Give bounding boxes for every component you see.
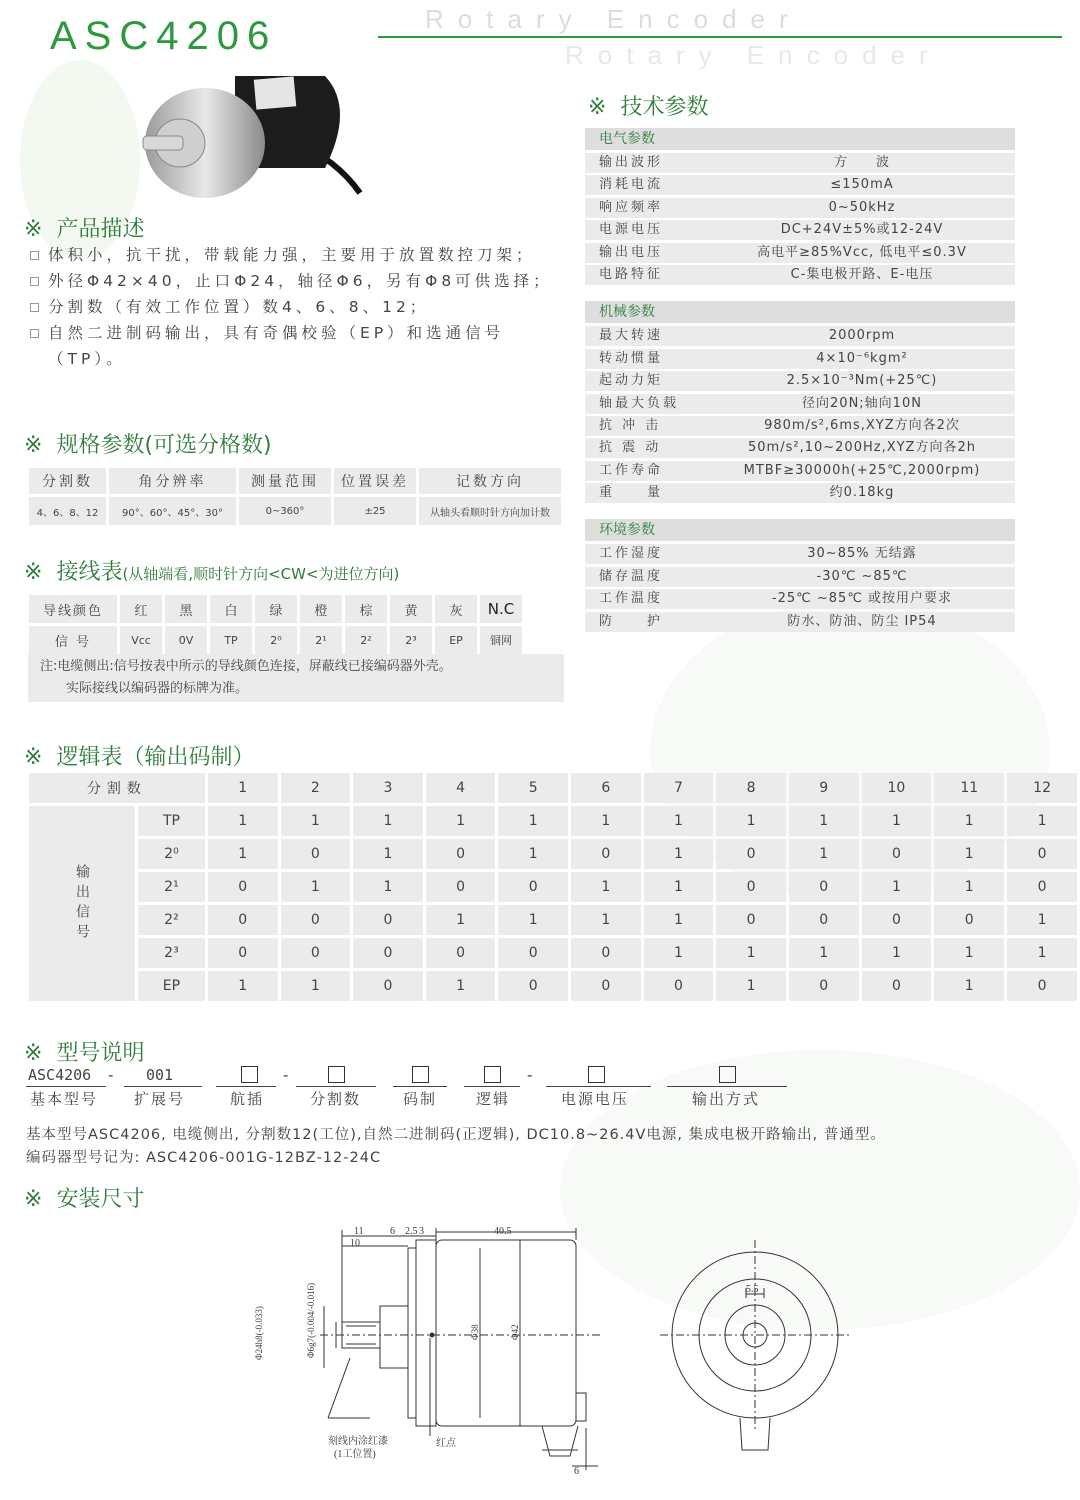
spec-header: 角分辨率 xyxy=(109,468,236,494)
logic-cell: 1 xyxy=(1007,905,1077,935)
logic-cell: 0 xyxy=(716,905,786,935)
logic-cell: 0 xyxy=(571,839,641,869)
dim-label-vertical: Φ24h8(-0.033) xyxy=(254,1306,264,1360)
param-row xyxy=(585,220,1015,240)
logic-cell: 0 xyxy=(353,905,423,935)
spec-header: 位置误差 xyxy=(334,468,416,494)
param-value: 980m/s²,6ms,XYZ方向各2次 xyxy=(764,417,960,433)
model-label: 电源电压 xyxy=(561,1090,630,1108)
section-tech-heading: ※ 技术参数 xyxy=(588,95,709,120)
param-row xyxy=(585,394,1015,414)
wire-signal: 2² xyxy=(345,626,387,654)
model-label: 基本型号 xyxy=(30,1090,99,1108)
shaft-shape xyxy=(143,136,183,150)
code-box xyxy=(719,1066,736,1083)
param-value: -30℃ ~85℃ xyxy=(816,568,908,584)
wiring-table xyxy=(26,592,525,657)
dim-label: 5.5 xyxy=(746,1284,759,1295)
param-key: 抗 冲 击 xyxy=(599,417,662,433)
param-key: 工作寿命 xyxy=(599,462,664,478)
logic-column-header: 7 xyxy=(644,773,714,803)
param-key: 转动惯量 xyxy=(599,350,664,366)
param-key: 最大转速 xyxy=(599,328,664,344)
param-group-title: 电气参数 xyxy=(585,128,1015,150)
wire-color: 黄 xyxy=(390,595,432,623)
logic-cell: 0 xyxy=(862,905,932,935)
model-label: 输出方式 xyxy=(692,1090,761,1108)
wire-color: 棕 xyxy=(345,595,387,623)
logic-cell: 1 xyxy=(934,971,1004,1001)
param-key: 电源电压 xyxy=(599,222,664,238)
logic-cell: 0 xyxy=(571,971,641,1001)
model-underline xyxy=(124,1086,202,1087)
logic-column-header: 1 xyxy=(208,773,278,803)
electrical-params xyxy=(585,153,1015,285)
param-row xyxy=(585,153,1015,173)
tech-params xyxy=(585,128,1015,634)
param-row xyxy=(585,438,1015,458)
param-row xyxy=(585,544,1015,564)
wiring-row-label: 信 号 xyxy=(29,626,117,654)
wiring-note-line: 注:电缆侧出:信号按表中所示的导线颜色连接，屏蔽线已接编码器外壳。 xyxy=(40,659,452,674)
param-key: 输出电压 xyxy=(599,244,664,260)
logic-cell: 0 xyxy=(353,938,423,968)
dim-label: 40.5 xyxy=(494,1226,512,1237)
model-description: 基本型号ASC4206, 电缆侧出, 分割数12(工位),自然二进制码(正逻辑), DC10.8~26.4V电源, 集成电极开路输出, 普通型。 xyxy=(26,1127,886,1143)
logic-cell: 0 xyxy=(716,872,786,902)
bullet-item: 自然二进制码输出，具有奇偶校验（EP）和选通信号（TP）。 xyxy=(28,320,568,372)
logic-cell: 0 xyxy=(426,872,496,902)
spec-table xyxy=(26,465,564,528)
model-base: ASC4206 xyxy=(28,1066,92,1084)
logic-cell: 0 xyxy=(789,872,859,902)
logic-cell: 0 xyxy=(281,905,351,935)
logic-cell: 0 xyxy=(498,971,568,1001)
wire-color: 黑 xyxy=(165,595,207,623)
model-dash: - xyxy=(108,1066,114,1084)
logic-cell: 1 xyxy=(789,806,859,836)
section-product-heading: ※ 产品描述 xyxy=(24,217,145,242)
wire-signal: 2⁰ xyxy=(255,626,297,654)
dim-label-vertical: Φ38 xyxy=(470,1324,480,1340)
model-dash: - xyxy=(527,1066,533,1084)
param-row xyxy=(585,567,1015,587)
code-box xyxy=(588,1066,605,1083)
callout-label: (1工位置) xyxy=(334,1449,376,1460)
wire-color: 橙 xyxy=(300,595,342,623)
logic-column-header: 4 xyxy=(426,773,496,803)
logic-signal-name: TP xyxy=(138,806,205,836)
logic-cell: 0 xyxy=(1007,872,1077,902)
wire-color: 白 xyxy=(210,595,252,623)
model-label: 码制 xyxy=(403,1090,438,1108)
param-value: 0~50kHz xyxy=(828,199,896,215)
param-value: 30~85% 无结露 xyxy=(807,546,917,562)
dim-label: 6 xyxy=(574,1466,579,1477)
param-row xyxy=(585,589,1015,609)
logic-cell: 1 xyxy=(644,905,714,935)
param-value: ≤150mA xyxy=(830,177,894,193)
dim-label: 10 xyxy=(350,1238,360,1249)
wiring-row-label: 导线颜色 xyxy=(29,595,117,623)
logic-cell: 1 xyxy=(571,806,641,836)
param-value: -25℃ ~85℃ 或按用户要求 xyxy=(771,591,953,607)
logic-cell: 0 xyxy=(208,872,278,902)
model-underline xyxy=(464,1086,520,1087)
wire-color: 绿 xyxy=(255,595,297,623)
logic-cell: 1 xyxy=(862,938,932,968)
logic-column-header: 8 xyxy=(716,773,786,803)
spec-value: 4、6、8、12 xyxy=(29,497,106,525)
model-label: 逻辑 xyxy=(476,1090,511,1108)
dim-label-vertical: Φ6g7(-0.004/-0.016) xyxy=(306,1282,316,1358)
logic-cell: 0 xyxy=(281,839,351,869)
param-key: 响应频率 xyxy=(599,199,664,215)
param-value: C-集电极开路、E-电压 xyxy=(790,266,934,282)
logic-cell: 1 xyxy=(716,971,786,1001)
section-wiring-heading: ※ 接线表(从轴端看,顺时针方向<CW<为进位方向) xyxy=(24,560,400,585)
logic-group-label: 输出信号 xyxy=(29,806,135,1001)
header-rule xyxy=(378,36,1062,38)
callout-label: 红点 xyxy=(436,1438,456,1449)
code-box xyxy=(241,1066,258,1083)
logic-cell: 1 xyxy=(426,971,496,1001)
logic-column-header: 5 xyxy=(498,773,568,803)
param-value: 4×10⁻⁶kgm² xyxy=(816,350,908,366)
model-underline xyxy=(296,1086,376,1087)
model-underline xyxy=(26,1086,106,1087)
logic-cell: 1 xyxy=(644,938,714,968)
param-value: 约0.18kg xyxy=(829,485,895,501)
model-ext: 001 xyxy=(146,1066,174,1084)
logic-cell: 1 xyxy=(571,872,641,902)
flange-outline xyxy=(408,1248,416,1418)
wire-signal: 2¹ xyxy=(300,626,342,654)
param-group-title: 机械参数 xyxy=(585,301,1015,323)
model-label: 扩展号 xyxy=(134,1090,186,1108)
logic-cell: 0 xyxy=(281,938,351,968)
model-example: 编码器型号记为: ASC4206-001G-12BZ-12-24C xyxy=(26,1150,382,1166)
logic-signal-name: 2⁰ xyxy=(138,839,205,869)
wire-signal: EP xyxy=(435,626,477,654)
product-description xyxy=(28,242,568,372)
param-key: 消耗电流 xyxy=(599,177,664,193)
param-row xyxy=(585,612,1015,632)
model-label: 分割数 xyxy=(310,1090,362,1108)
model-underline xyxy=(393,1086,447,1087)
model-underline xyxy=(667,1086,787,1087)
logic-cell: 0 xyxy=(498,872,568,902)
dim-label: 3 xyxy=(419,1226,424,1237)
param-row xyxy=(585,175,1015,195)
product-photo xyxy=(135,68,385,198)
logic-cell: 1 xyxy=(789,938,859,968)
param-row xyxy=(585,243,1015,263)
section-spec-heading: ※ 规格参数(可选分格数) xyxy=(24,433,272,458)
logic-cell: 1 xyxy=(862,872,932,902)
logic-cell: 0 xyxy=(1007,971,1077,1001)
logic-cell: 1 xyxy=(353,872,423,902)
param-group-title: 环境参数 xyxy=(585,519,1015,541)
logic-cell: 0 xyxy=(571,938,641,968)
logic-cell: 1 xyxy=(426,905,496,935)
logic-cell: 1 xyxy=(1007,938,1077,968)
spec-value: 从轴头看顺时针方向加计数 xyxy=(419,497,561,525)
logic-signal-name: 2³ xyxy=(138,938,205,968)
logic-column-header: 2 xyxy=(281,773,351,803)
bullet-item: 体积小，抗干扰，带载能力强，主要用于放置数控刀架； xyxy=(28,242,568,268)
logic-cell: 0 xyxy=(1007,839,1077,869)
logic-cell: 0 xyxy=(498,938,568,968)
param-row xyxy=(585,265,1015,285)
param-value: 高电平≥85%Vcc, 低电平≤0.3V xyxy=(757,244,967,260)
model-label: 航插 xyxy=(230,1090,265,1108)
logic-cell: 1 xyxy=(1007,806,1077,836)
param-key: 储存温度 xyxy=(599,568,664,584)
code-box xyxy=(328,1066,345,1083)
param-key: 工作温度 xyxy=(599,591,664,607)
param-row xyxy=(585,371,1015,391)
bullet-item: 外径Φ42×40，止口Φ24，轴径Φ6，另有Φ8可供选择； xyxy=(28,268,568,294)
section-logic-heading: ※ 逻辑表（输出码制） xyxy=(24,745,255,770)
logic-cell: 0 xyxy=(716,839,786,869)
logic-cell: 0 xyxy=(208,905,278,935)
spec-header: 记数方向 xyxy=(419,468,561,494)
logic-cell: 0 xyxy=(644,971,714,1001)
logic-cell: 0 xyxy=(353,971,423,1001)
dim-label-vertical: Φ42 xyxy=(510,1324,520,1340)
logic-cell: 1 xyxy=(934,839,1004,869)
logic-cell: 0 xyxy=(789,905,859,935)
logic-cell: 1 xyxy=(498,905,568,935)
wire-signal: TP xyxy=(210,626,252,654)
param-key: 工作湿度 xyxy=(599,546,664,562)
logic-cell: 1 xyxy=(934,938,1004,968)
wire-signal: 0V xyxy=(165,626,207,654)
param-key: 抗 震 动 xyxy=(599,440,662,456)
logic-cell: 1 xyxy=(644,839,714,869)
logic-cell: 1 xyxy=(498,839,568,869)
param-key: 轴最大负载 xyxy=(599,395,680,411)
mechanical-params xyxy=(585,326,1015,503)
param-key: 输出波形 xyxy=(599,155,664,170)
logic-signal-name: 2¹ xyxy=(138,872,205,902)
logic-column-header: 10 xyxy=(862,773,932,803)
param-row xyxy=(585,461,1015,481)
logic-table xyxy=(26,770,1080,1004)
logic-cell: 1 xyxy=(281,806,351,836)
logic-cell: 1 xyxy=(644,806,714,836)
logic-cell: 1 xyxy=(281,872,351,902)
logic-cell: 0 xyxy=(208,938,278,968)
logic-cell: 1 xyxy=(353,806,423,836)
logic-cell: 1 xyxy=(644,872,714,902)
logic-cell: 1 xyxy=(789,839,859,869)
logic-cell: 0 xyxy=(426,839,496,869)
logic-cell: 1 xyxy=(353,839,423,869)
callout-label: 刻线内涂红漆 xyxy=(328,1436,388,1447)
wire-color: N.C xyxy=(480,595,522,623)
logic-column-header: 9 xyxy=(789,773,859,803)
spec-value: ±25 xyxy=(334,497,416,525)
dim-label: 11 xyxy=(354,1226,364,1237)
wire-color: 红 xyxy=(120,595,162,623)
logic-column-header: 12 xyxy=(1007,773,1077,803)
logic-cell: 1 xyxy=(208,839,278,869)
wire-signal: 铜网 xyxy=(480,626,522,654)
section-model-heading: ※ 型号说明 xyxy=(24,1041,145,1066)
model-underline xyxy=(216,1086,276,1087)
logic-cell: 0 xyxy=(934,905,1004,935)
logic-cell: 1 xyxy=(281,971,351,1001)
housing-outline xyxy=(436,1240,576,1426)
logic-cell: 0 xyxy=(862,839,932,869)
wire-signal: 2³ xyxy=(390,626,432,654)
param-value: 防水、防油、防尘 IP54 xyxy=(787,613,937,629)
code-box xyxy=(412,1066,429,1083)
wiring-note xyxy=(28,654,564,702)
logic-cell: 1 xyxy=(498,806,568,836)
param-key: 重 量 xyxy=(599,485,664,501)
logic-cell: 1 xyxy=(716,806,786,836)
end-view xyxy=(660,1240,850,1450)
wire-color: 灰 xyxy=(435,595,477,623)
logic-cell: 1 xyxy=(716,938,786,968)
param-value: 2.5×10⁻³Nm(+25℃) xyxy=(786,373,938,389)
logic-signal-name: 2² xyxy=(138,905,205,935)
dim-label: 6 xyxy=(390,1226,395,1237)
param-row xyxy=(585,416,1015,436)
boss-outline xyxy=(380,1306,408,1368)
logic-cell: 1 xyxy=(934,872,1004,902)
logic-header-label: 分割数 xyxy=(29,773,205,803)
logic-cell: 1 xyxy=(862,806,932,836)
param-value: 50m/s²,10~200Hz,XYZ方向各2h xyxy=(748,440,976,456)
spec-header: 测量范围 xyxy=(239,468,331,494)
logic-column-header: 3 xyxy=(353,773,423,803)
logic-cell: 1 xyxy=(571,905,641,935)
param-key: 防 护 xyxy=(599,613,664,629)
logic-cell: 0 xyxy=(789,971,859,1001)
model-dash: - xyxy=(283,1066,289,1084)
label-sticker xyxy=(254,76,296,109)
param-row xyxy=(585,326,1015,346)
wiring-note-line: 实际接线以编码器的标牌为准。 xyxy=(66,681,249,696)
header-subtitle: Rotary Encoder xyxy=(425,4,802,34)
spec-value: 0~360° xyxy=(239,497,331,525)
header-subtitle-ghost: Rotary Encoder xyxy=(565,40,942,70)
bullet-item: 分割数（有效工作位置）数4、6、8、12； xyxy=(28,294,568,320)
param-key: 电路特征 xyxy=(599,266,664,282)
param-row xyxy=(585,483,1015,503)
param-row xyxy=(585,349,1015,369)
model-underline xyxy=(546,1086,651,1087)
spec-header: 分割数 xyxy=(29,468,106,494)
logic-cell: 0 xyxy=(426,938,496,968)
logic-column-header: 6 xyxy=(571,773,641,803)
logic-cell: 1 xyxy=(208,971,278,1001)
section-install-heading: ※ 安装尺寸 xyxy=(24,1187,145,1212)
logic-cell: 1 xyxy=(934,806,1004,836)
param-value: DC+24V±5%或12-24V xyxy=(780,222,944,238)
logic-cell: 1 xyxy=(208,806,278,836)
logic-signal-name: EP xyxy=(138,971,205,1001)
environment-params xyxy=(585,544,1015,631)
product-title: ASC4206 xyxy=(50,14,278,58)
param-row xyxy=(585,198,1015,218)
param-value: 方 波 xyxy=(833,155,890,170)
param-value: 径向20N;轴向10N xyxy=(802,395,922,411)
param-key: 起动力矩 xyxy=(599,373,664,389)
spec-value: 90°、60°、45°、30° xyxy=(109,497,236,525)
logic-cell: 0 xyxy=(862,971,932,1001)
param-value: MTBF≥30000h(+25℃,2000rpm) xyxy=(743,462,981,478)
param-value: 2000rpm xyxy=(828,328,896,344)
dim-label: 2.5 xyxy=(405,1226,418,1237)
code-box xyxy=(484,1066,501,1083)
wire-signal: Vcc xyxy=(120,626,162,654)
logic-column-header: 11 xyxy=(934,773,1004,803)
logic-cell: 1 xyxy=(426,806,496,836)
